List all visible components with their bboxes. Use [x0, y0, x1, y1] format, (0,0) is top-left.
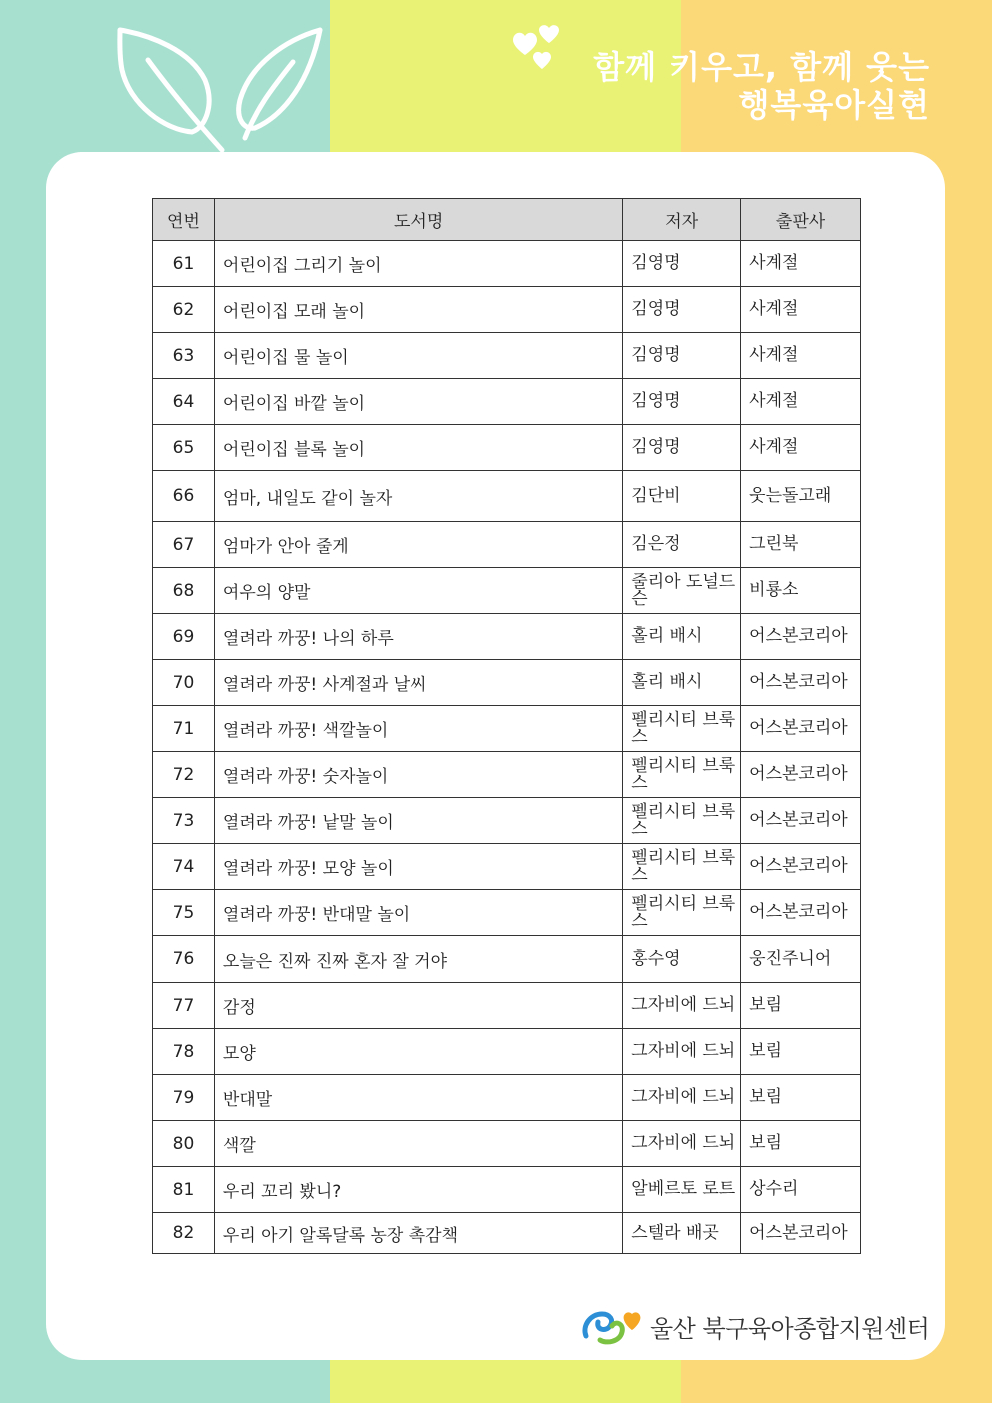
cell-author: 김단비: [623, 471, 741, 522]
column-header-author: 저자: [623, 199, 741, 241]
table-row: [153, 568, 861, 614]
cell-publisher: 보림: [741, 1029, 861, 1075]
cell-publisher: 보림: [741, 1075, 861, 1121]
cell-publisher: 사계절: [741, 379, 861, 425]
column-header-number: 연번: [153, 199, 215, 241]
column-header-publisher: 출판사: [741, 199, 861, 241]
cell-publisher: 사계절: [741, 425, 861, 471]
center-logo-icon: [580, 1306, 642, 1346]
cell-title: 오늘은 진짜 진짜 혼자 잘 거야: [214, 936, 622, 983]
cell-author: 홍수영: [623, 936, 741, 983]
cell-author: 김영명: [623, 333, 741, 379]
table-row: [153, 287, 861, 333]
cell-number: 73: [153, 798, 215, 844]
cell-author: 그자비에 드뇌: [623, 1121, 741, 1167]
cell-number: 70: [153, 660, 215, 706]
table-row: [153, 890, 861, 936]
table-row: [153, 425, 861, 471]
table-row: [153, 1167, 861, 1213]
cell-title: 열려라 까꿍! 색깔놀이: [214, 706, 622, 752]
leaf-icon: [110, 20, 340, 155]
table-row: [153, 798, 861, 844]
cell-number: 63: [153, 333, 215, 379]
cell-publisher: 비룡소: [741, 568, 861, 614]
cell-title: 모양: [214, 1029, 622, 1075]
center-name: 울산 북구육아종합지원센터: [650, 1314, 930, 1343]
cell-number: 72: [153, 752, 215, 798]
table-row: [153, 614, 861, 660]
cell-publisher: 어스본코리아: [741, 614, 861, 660]
cell-title: 반대말: [214, 1075, 622, 1121]
cell-publisher: 사계절: [741, 241, 861, 287]
cell-number: 66: [153, 471, 215, 522]
cell-title: 엄마가 안아 줄게: [214, 522, 622, 568]
cell-title: 열려라 까꿍! 낱말 놀이: [214, 798, 622, 844]
footer-logo: [580, 1306, 929, 1346]
cell-author: 알베르토 로트: [623, 1167, 741, 1213]
cell-title: 어린이집 모래 놀이: [214, 287, 622, 333]
cell-author: 김영명: [623, 241, 741, 287]
cell-number: 71: [153, 706, 215, 752]
cell-publisher: 상수리: [741, 1167, 861, 1213]
cell-title: 어린이집 바깥 놀이: [214, 379, 622, 425]
column-header-title: 도서명: [214, 199, 622, 241]
cell-author: 펠리시티 브룩스: [623, 752, 741, 798]
table-row: [153, 471, 861, 522]
cell-number: 69: [153, 614, 215, 660]
cell-publisher: 웅진주니어: [741, 936, 861, 983]
cell-title: 어린이집 블록 놀이: [214, 425, 622, 471]
cell-title: 여우의 양말: [214, 568, 622, 614]
slogan: [593, 48, 930, 124]
cell-title: 열려라 까꿍! 숫자놀이: [214, 752, 622, 798]
cell-author: 홀리 배시: [623, 614, 741, 660]
cell-publisher: 어스본코리아: [741, 844, 861, 890]
table-row: [153, 333, 861, 379]
cell-number: 82: [153, 1213, 215, 1254]
cell-author: 김영명: [623, 287, 741, 333]
cell-publisher: 사계절: [741, 287, 861, 333]
cell-title: 열려라 까꿍! 모양 놀이: [214, 844, 622, 890]
cell-author: 홀리 배시: [623, 660, 741, 706]
cell-publisher: 어스본코리아: [741, 798, 861, 844]
cell-number: 61: [153, 241, 215, 287]
table-row: [153, 936, 861, 983]
cell-publisher: 어스본코리아: [741, 1213, 861, 1254]
slogan-line-2: 행복육아실현: [738, 86, 930, 124]
cell-number: 74: [153, 844, 215, 890]
cell-publisher: 웃는돌고래: [741, 471, 861, 522]
cell-number: 62: [153, 287, 215, 333]
cell-author: 그자비에 드뇌: [623, 1075, 741, 1121]
cell-author: 김영명: [623, 379, 741, 425]
cell-title: 어린이집 그리기 놀이: [214, 241, 622, 287]
cell-number: 64: [153, 379, 215, 425]
cell-number: 65: [153, 425, 215, 471]
cell-author: 김은정: [623, 522, 741, 568]
cell-number: 76: [153, 936, 215, 983]
cell-author: 펠리시티 브룩스: [623, 798, 741, 844]
table-row: [153, 379, 861, 425]
cell-author: 펠리시티 브룩스: [623, 890, 741, 936]
cell-author: 스텔라 배곳: [623, 1213, 741, 1254]
cell-number: 80: [153, 1121, 215, 1167]
table-header-row: [153, 199, 861, 241]
cell-author: 김영명: [623, 425, 741, 471]
table-row: [153, 1075, 861, 1121]
table-row: [153, 1213, 861, 1254]
slogan-line-1: 함께 키우고, 함께 웃는: [593, 48, 930, 86]
book-list-table: [152, 198, 861, 1254]
cell-author: 펠리시티 브룩스: [623, 706, 741, 752]
cell-title: 열려라 까꿍! 나의 하루: [214, 614, 622, 660]
table-row: [153, 752, 861, 798]
cell-number: 77: [153, 983, 215, 1029]
table-body: [153, 241, 861, 1254]
cell-title: 우리 꼬리 봤니?: [214, 1167, 622, 1213]
table-row: [153, 522, 861, 568]
cell-title: 어린이집 물 놀이: [214, 333, 622, 379]
cell-publisher: 어스본코리아: [741, 752, 861, 798]
table-row: [153, 983, 861, 1029]
cell-publisher: 보림: [741, 1121, 861, 1167]
cell-publisher: 그린북: [741, 522, 861, 568]
table-row: [153, 844, 861, 890]
cell-title: 색깔: [214, 1121, 622, 1167]
cell-number: 79: [153, 1075, 215, 1121]
table-row: [153, 1121, 861, 1167]
cell-author: 그자비에 드뇌: [623, 1029, 741, 1075]
table-row: [153, 660, 861, 706]
cell-publisher: 보림: [741, 983, 861, 1029]
cell-author: 펠리시티 브룩스: [623, 844, 741, 890]
table-row: [153, 706, 861, 752]
table-row: [153, 1029, 861, 1075]
cell-author: 줄리아 도널드슨: [623, 568, 741, 614]
cell-publisher: 사계절: [741, 333, 861, 379]
cell-author: 그자비에 드뇌: [623, 983, 741, 1029]
cell-number: 68: [153, 568, 215, 614]
cell-publisher: 어스본코리아: [741, 706, 861, 752]
table-row: [153, 241, 861, 287]
cell-number: 75: [153, 890, 215, 936]
cell-number: 81: [153, 1167, 215, 1213]
cell-title: 열려라 까꿍! 사계절과 날씨: [214, 660, 622, 706]
cell-number: 67: [153, 522, 215, 568]
cell-title: 감정: [214, 983, 622, 1029]
cell-title: 우리 아기 알록달록 농장 촉감책: [214, 1213, 622, 1254]
cell-title: 열려라 까꿍! 반대말 놀이: [214, 890, 622, 936]
cell-number: 78: [153, 1029, 215, 1075]
hearts-icon: [505, 25, 575, 75]
cell-publisher: 어스본코리아: [741, 890, 861, 936]
cell-title: 엄마, 내일도 같이 놀자: [214, 471, 622, 522]
cell-publisher: 어스본코리아: [741, 660, 861, 706]
